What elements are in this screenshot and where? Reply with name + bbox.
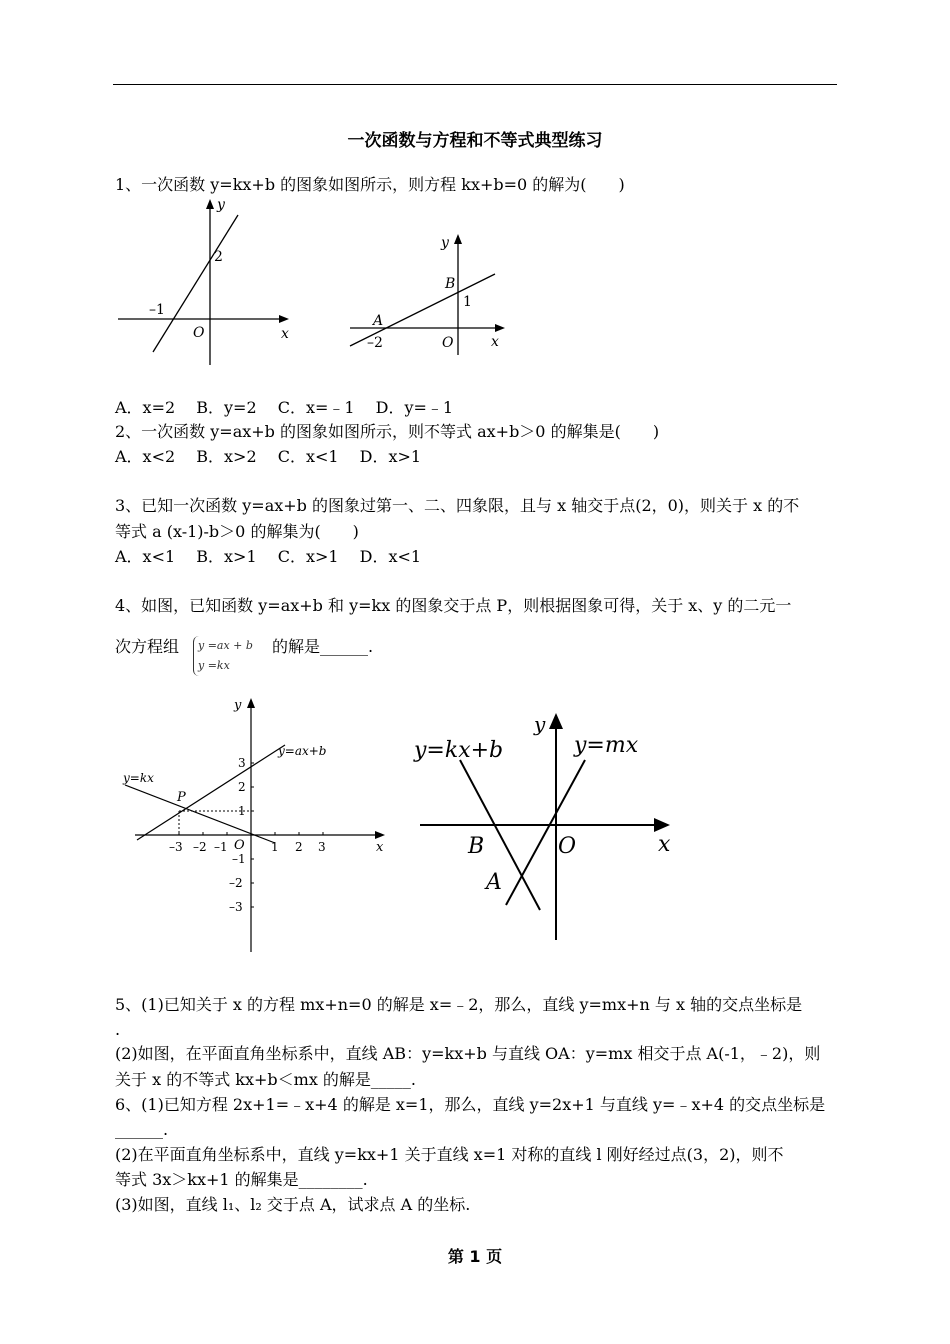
q4g1-xt-m2: –2 [193,840,207,854]
q4-graph-2 [410,705,685,945]
q4g1-xt-2: 2 [295,840,303,854]
q4g2-origin: O [558,834,577,859]
q4g1-yt-m2: –2 [229,876,243,890]
q4g1-origin: O [234,838,245,853]
q4g1-x-label: x [376,840,384,855]
q1-graph-2 [345,230,515,355]
q4g1-xt-m3: –3 [169,840,183,854]
q4g1-line2: y=kx [123,771,154,785]
equation-system [198,636,253,676]
q4g1-yt-1: 1 [238,804,246,818]
q4g1-y-label: y [234,698,242,713]
q1g2-x-tick: –2 [367,335,383,351]
q2-options: A．x<2 B．x>2 C．x<1 D．x>1 [115,447,422,466]
q5-line-3: (2)如图，在平面直角坐标系中，直线 AB：y=kx+b 与直线 OA：y=mx 相交于点 A(-1，﹣2)，则 [115,1044,821,1063]
q3-stem-2: 等式 a (x-1)-b＞0 的解集为( ) [115,522,359,541]
q4-stem-2-post: 的解是______. [272,637,374,656]
q5-line-1: 5、(1)已知关于 x 的方程 mx+n=0 的解是 x=﹣2，那么，直线 y=mx+n 与 x 轴的交点坐标是 [115,995,803,1014]
equation-2: y =kx [198,659,230,672]
q5-line-2: . [115,1020,121,1039]
q1g2-x-label: x [491,334,499,350]
q1-stem: 1、一次函数 y=kx+b 的图象如图所示，则方程 kx+b=0 的解为( ) [115,175,625,194]
q4g1-yt-3: 3 [238,756,246,770]
q4g2-point-b: B [468,834,485,859]
q6-line-3: (2)在平面直角坐标系中，直线 y=kx+1 关于直线 x=1 对称的直线 l 刚好经过点(3，2)，则不 [115,1145,784,1164]
q1-options: A．x=2 B．y=2 C．x=﹣1 D．y=﹣1 [115,398,454,417]
q4g1-line1: y=ax+b [278,744,327,758]
q1g2-origin: O [442,335,454,351]
q1g2-point-a: A [373,313,384,329]
equation-1: y =ax + b [198,639,253,652]
q1-graph-1 [113,195,313,370]
q4g2-y-label: y [534,712,546,736]
q4g2-point-a: A [486,870,502,895]
q4-graph-1 [115,690,395,955]
q3-options: A．x<1 B．x>1 C．x>1 D．x<1 [115,547,422,566]
q4g1-xt-m1: –1 [214,840,228,854]
q6-line-5: (3)如图，直线 l₁、l₂ 交于点 A，试求点 A 的坐标. [115,1195,471,1214]
q4g1-yt-2: 2 [238,780,246,794]
page-title: 一次函数与方程和不等式典型练习 [347,131,603,151]
q3-stem-1: 3、已知一次函数 y=ax+b 的图象过第一、二、四象限，且与 x 轴交于点(2，0)，则关于 x 的不 [115,496,800,515]
header-rule [113,84,837,85]
q4-stem-1: 4、如图，已知函数 y=ax+b 和 y=kx 的图象交于点 P，则根据图象可得，关于 x、y 的二元一 [115,596,792,615]
q6-line-2: ______. [115,1120,169,1139]
q4g2-line1: y=kx+b [414,738,504,763]
q4g1-yt-m1: –1 [232,852,246,866]
q4g1-yt-m3: –3 [229,900,243,914]
q1g1-x-label: x [281,326,289,342]
q1g1-origin: O [193,325,205,341]
q1g2-point-b: B [445,276,456,292]
q4g1-xt-3: 3 [318,840,326,854]
q6-line-4: 等式 3x＞kx+1 的解集是________. [115,1170,368,1189]
q1g2-y-tick: 1 [463,294,472,310]
q4g2-line2: y=mx [574,733,639,758]
q4g1-xt-1: 1 [271,840,279,854]
page-number: 第 1 页 [447,1247,503,1266]
q4g1-point: P [177,790,186,805]
q5-line-4: 关于 x 的不等式 kx+b＜mx 的解是_____. [115,1070,417,1089]
q1g2-y-label: y [441,235,449,251]
q1g1-y-tick: 2 [214,249,223,265]
q2-stem: 2、一次函数 y=ax+b 的图象如图所示，则不等式 ax+b＞0 的解集是( ) [115,422,660,441]
q1g1-y-label: y [217,197,225,213]
q4g2-x-label: x [658,832,671,857]
q4-stem-2-pre: 次方程组 [115,637,180,656]
q6-line-1: 6、(1)已知方程 2x+1=﹣x+4 的解是 x=1，那么，直线 y=2x+1 与直线 y=﹣x+4 的交点坐标是 [115,1095,826,1114]
q1g1-x-tick: –1 [149,302,165,318]
